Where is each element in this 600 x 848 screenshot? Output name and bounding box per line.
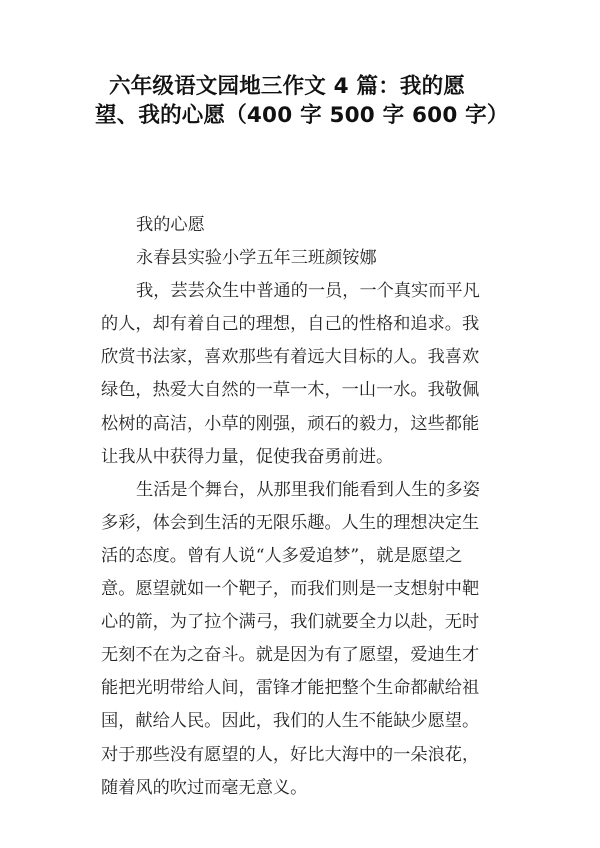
essay-heading: 我的心愿 [136, 215, 205, 235]
paragraph-line: 多彩，体会到生活的无限乐趣。人生的理想决定生 [101, 512, 480, 533]
paragraph-line: 意。愿望就如一个靶子，而我们则是一支想射中靶 [101, 579, 480, 600]
paragraph-line: 国，献给人民。因此，我们的人生不能缺少愿望。 [101, 711, 480, 732]
document-title [95, 72, 515, 130]
paragraph-line: 松树的高洁，小草的刚强，顽石的毅力，这些都能 [101, 413, 480, 434]
paragraph-line: 生活是个舞台，从那里我们能看到人生的多姿 [136, 479, 480, 500]
paragraph-line: 让我从中获得力量，促使我奋勇前进。 [101, 446, 394, 467]
paragraph-line: 欣赏书法家，喜欢那些有着远大目标的人。我喜欢 [101, 347, 480, 368]
title-line-1: 六年级语文园地三作文 4 篇：我的愿 [109, 74, 466, 99]
paragraph-line: 能把光明带给人间，雷锋才能把整个生命都献给祖 [101, 678, 480, 699]
paragraph-line: 的人，却有着自己的理想，自己的性格和追求。我 [101, 314, 480, 335]
essay-author: 永春县实验小学五年三班颜铵娜 [136, 248, 377, 269]
title-line-2: 望、我的心愿（400 字 500 字 600 字） [95, 103, 509, 128]
paragraph-line: 活的态度。曾有人说“人多爱追梦”，就是愿望之 [101, 545, 463, 566]
paragraph-line: 无刻不在为之奋斗。就是因为有了愿望，爱迪生才 [101, 645, 480, 666]
essay-body [101, 209, 509, 805]
paragraph-2 [101, 474, 509, 805]
paragraph-line: 我，芸芸众生中普通的一员，一个真实而平凡 [136, 281, 480, 302]
paragraph-line: 对于那些没有愿望的人，好比大海中的一朵浪花， [101, 744, 480, 765]
paragraph-1 [101, 275, 509, 474]
paragraph-line: 心的箭，为了拉个满弓，我们就要全力以赴，无时 [101, 612, 480, 633]
paragraph-line: 绿色，热爱大自然的一草一木，一山一水。我敬佩 [101, 380, 480, 401]
paragraph-line: 随着风的吹过而毫无意义。 [101, 777, 308, 798]
